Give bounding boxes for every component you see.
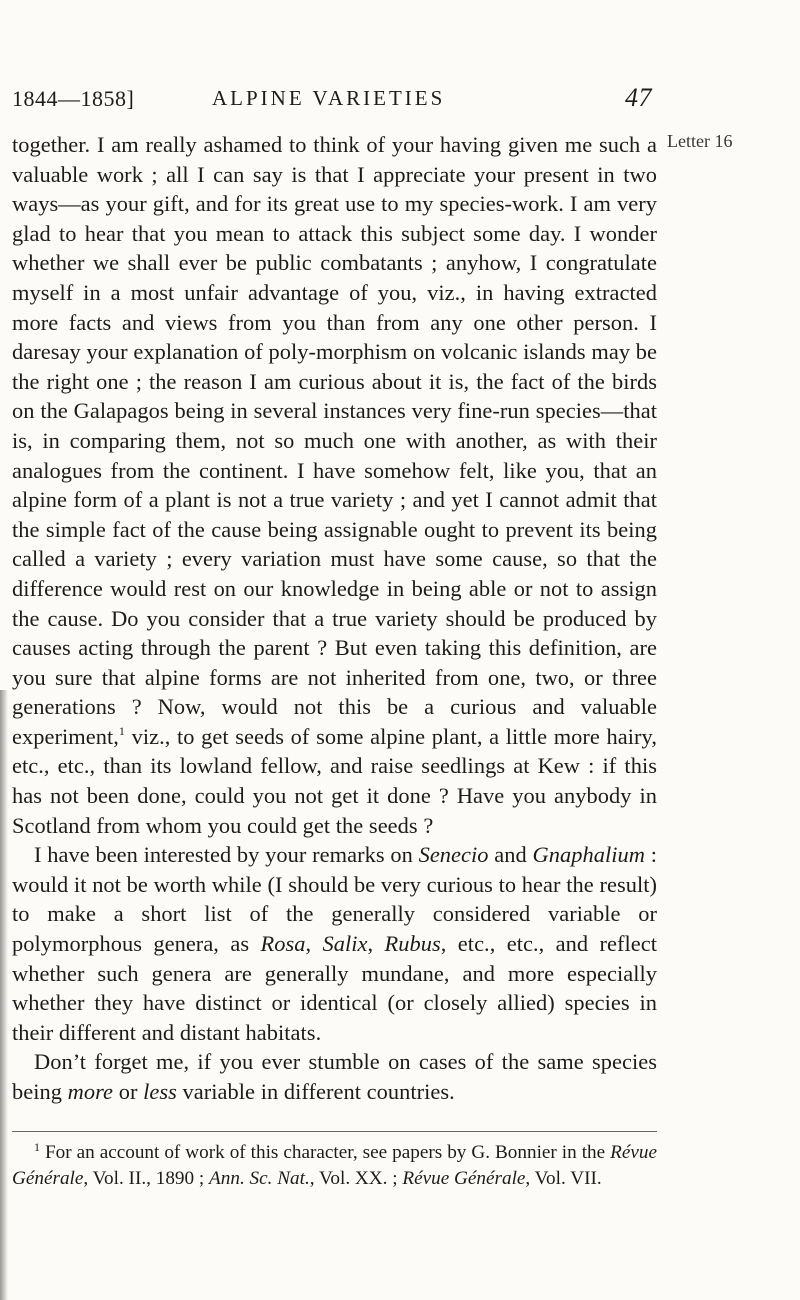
paragraph-2-text: and bbox=[488, 842, 533, 868]
paragraph-2-text: : would it not be worth while (I should be very curious to hear the result) to make a short list of the generally considered variable or polymorphous genera, as bbox=[12, 842, 657, 957]
footnote-segment: , Vol. II., 1890 ; bbox=[83, 1168, 210, 1189]
footnote-reference: 1 bbox=[118, 723, 125, 738]
page-binding-shadow bbox=[0, 690, 8, 1300]
paragraph-2-text: , bbox=[367, 931, 385, 957]
paragraph-3-text: or bbox=[113, 1079, 144, 1104]
footnote-segment: , Vol. XX. ; bbox=[309, 1168, 403, 1189]
paragraph-2 bbox=[12, 840, 657, 1047]
genus-senecio: Senecio bbox=[418, 842, 489, 868]
paragraph-3-text: variable in different countries. bbox=[176, 1079, 455, 1104]
footnote-divider bbox=[12, 1131, 657, 1132]
genus-rubus: Rubus bbox=[384, 931, 441, 957]
footnote-text bbox=[12, 1140, 657, 1192]
header-title: ALPINE VARIETIES bbox=[212, 86, 446, 110]
paragraph-3-text: Don’t forget me, if you ever stumble on cases of the same species being bbox=[12, 1049, 657, 1104]
journal-title: Ann. Sc. Nat. bbox=[209, 1168, 310, 1189]
emphasis-less: less bbox=[143, 1079, 177, 1104]
genus-salix: Salix bbox=[322, 931, 368, 957]
paragraph-1-text: together. I am really ashamed to think of your having given me such a valuable work ; all I can say is that I appreciate your present in two ways—as your gift, and for its great use to my species-work. I am very glad to hear that you mean to attack this subject some day. I wonder whether we shall ever be public combatants ; anyhow, I congratulate myself in a most unfair advantage of you, viz., in having extracted more facts and views from you than from any one other person. I daresay your explanation of poly-morphism on volcanic islands may be the right one ; the reason I am curious about it is, the fact of the birds on the Galapagos being in several instances very fine-run species—that is, in comparing them, not so much one with another, as with their analogues from the continent. I have somehow felt, like you, that an alpine form of a plant is not a true variety ; and yet I cannot admit that the simple fact of the cause being assignable ought to prevent its being called a variety ; every variation must have some cause, so that the difference would rest on our knowledge in being able or not to assign the cause. Do you consider that a true variety should be produced by causes acting through the parent ? But even taking this definition, are you sure that alpine forms are not inherited from one, two, or three generations ? Now, would not this be a curious and valuable experiment, bbox=[12, 132, 657, 749]
genus-gnaphalium: Gnaphalium bbox=[532, 842, 645, 868]
footnote-mark: 1 bbox=[34, 1140, 40, 1154]
header-years: 1844—1858] bbox=[12, 86, 135, 111]
journal-title: Révue Générale bbox=[402, 1168, 526, 1189]
paragraph-2-text: I have been interested by your remarks on bbox=[34, 842, 419, 868]
footnote-segment: , Vol. VII. bbox=[525, 1168, 602, 1189]
footnote-segment: For an account of work of this character, see papers by G. Bonnier in the bbox=[40, 1142, 611, 1163]
genus-rosa: Rosa bbox=[260, 931, 306, 957]
paragraph-2-text: , bbox=[305, 931, 323, 957]
journal-title: Révue Générale bbox=[12, 1142, 657, 1189]
running-header bbox=[12, 83, 652, 116]
paragraph-1-continuation: viz., to get seeds of some alpine plant, a little more hairy, etc., etc., than its lowland fellow, and raise seedlings at Kew : if this has not been done, could you not get it done ? Have you anybody in Scotland from whom you could get the seeds ? bbox=[12, 723, 657, 838]
footnote bbox=[12, 1140, 657, 1192]
paragraph-2-text: , etc., etc., and reflect whether such genera are generally mundane, and more especially whether they have distinct or identical (or closely allied) species in their different and distant habitats. bbox=[12, 931, 658, 1045]
paragraph-3 bbox=[12, 1047, 657, 1106]
page-number: 47 bbox=[625, 83, 652, 112]
emphasis-more: more bbox=[67, 1079, 114, 1104]
paragraph-1 bbox=[12, 130, 657, 840]
margin-note-letter: Letter 16 bbox=[667, 131, 733, 151]
letter-body bbox=[12, 130, 657, 1107]
